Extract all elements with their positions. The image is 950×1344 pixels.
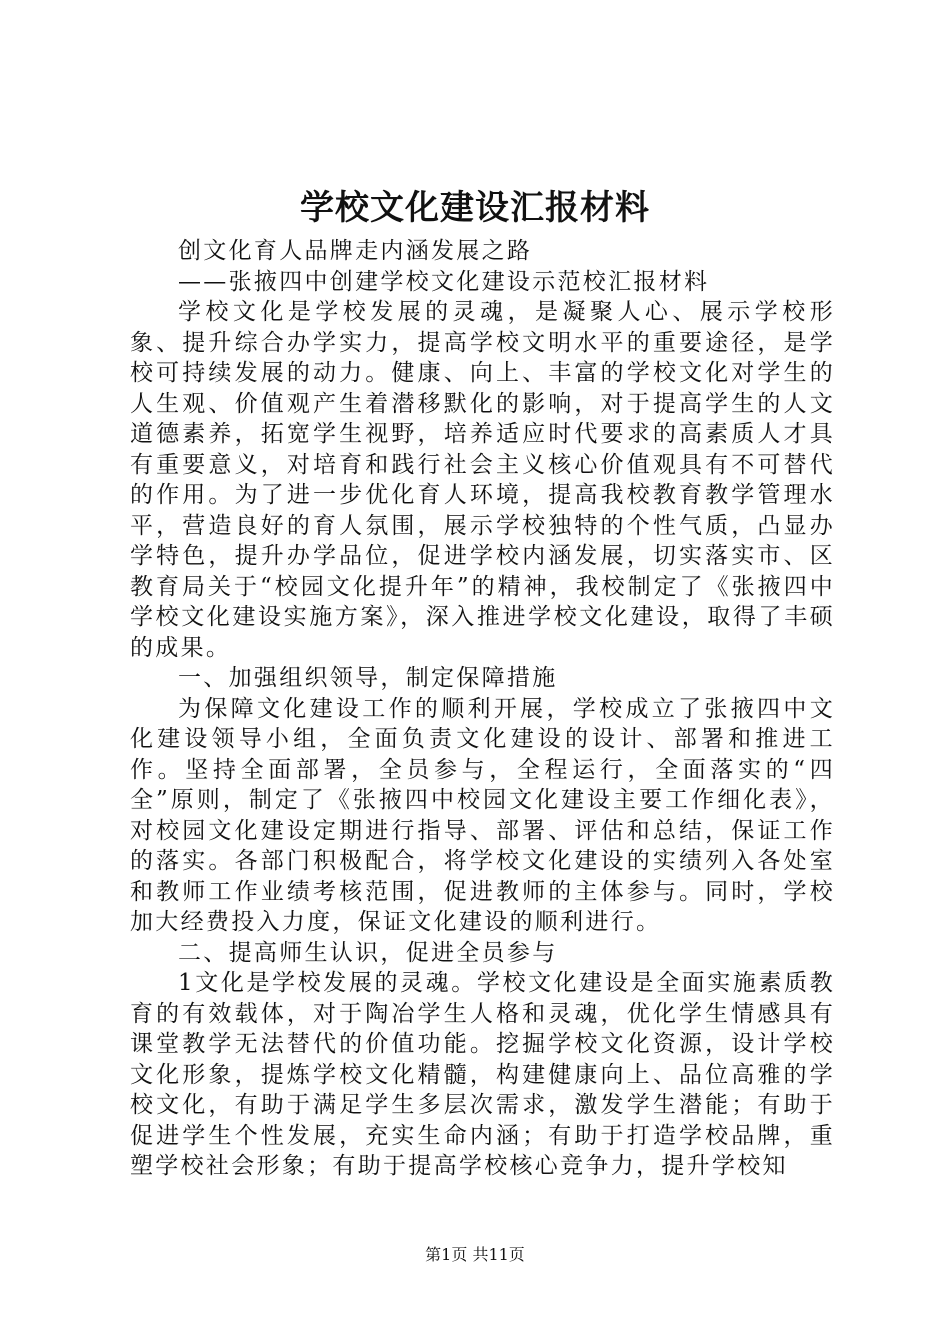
section-heading-1: 一、加强组织领导，制定保障措施 — [178, 665, 558, 691]
page-number: 第1页 共11页 — [425, 1245, 525, 1264]
document-body — [130, 236, 835, 1182]
paragraph-section-1: 为保障文化建设工作的顺利开展，学校成立了张掖四中文化建设领导小组，全面负责文化建设的设计、部署和推进工作。坚持全面部署，全员参与，全程运行，全面落实的“四全”原则，制定了《张掖四中校园文化建设主要工作细化表》，对校园文化建设定期进行指导、部署、评估和总结，保证工作的落实。各部门积极配合，将学校文化建设的实绩列入各处室和教师工作业绩考核范围，促进教师的主体参与。同时，学校加大经费投入力度，保证文化建设的顺利进行。 — [130, 695, 835, 935]
paragraph-intro: 学校文化是学校发展的灵魂，是凝聚人心、展示学校形象、提升综合办学实力，提高学校文明水平的重要途径，是学校可持续发展的动力。健康、向上、丰富的学校文化对学生的人生观、价值观产生着潜移默化的影响，对于提高学生的人文道德素养，拓宽学生视野，培养适应时代要求的高素质人才具有重要意义，对培育和践行社会主义核心价值观具有不可替代的作用。为了进一步优化育人环境，提高我校教育教学管理水平，营造良好的育人氛围，展示学校独特的个性气质，凸显办学特色，提升办学品位，促进学校内涵发展，切实落实市、区教育局关于“校园文化提升年”的精神，我校制定了《张掖四中学校文化建设实施方案》，深入推进学校文化建设，取得了丰硕的成果。 — [130, 299, 835, 661]
document-title: 学校文化建设汇报材料 — [300, 188, 650, 228]
subtitle-secondary: ——张掖四中创建学校文化建设示范校汇报材料 — [178, 268, 710, 295]
section-heading-2: 二、提高师生认识，促进全员参与 — [178, 939, 558, 966]
subtitle: 创文化育人品牌走内涵发展之路 — [178, 238, 533, 264]
paragraph-section-2: 1文化是学校发展的灵魂。学校文化建设是全面实施素质教育的有效载体，对于陶冶学生人格和灵魂，优化学生情感具有课堂教学无法替代的价值功能。挖掘学校文化资源，设计学校文化形象，提炼学校文化精髓，构建健康向上、品位高雅的学校文化，有助于满足学生多层次需求，激发学生潜能；有助于促进学生个性发展，充实生命内涵；有助于打造学校品牌，重塑学校社会形象；有助于提高学校核心竞争力，提升学校知 — [130, 970, 835, 1179]
